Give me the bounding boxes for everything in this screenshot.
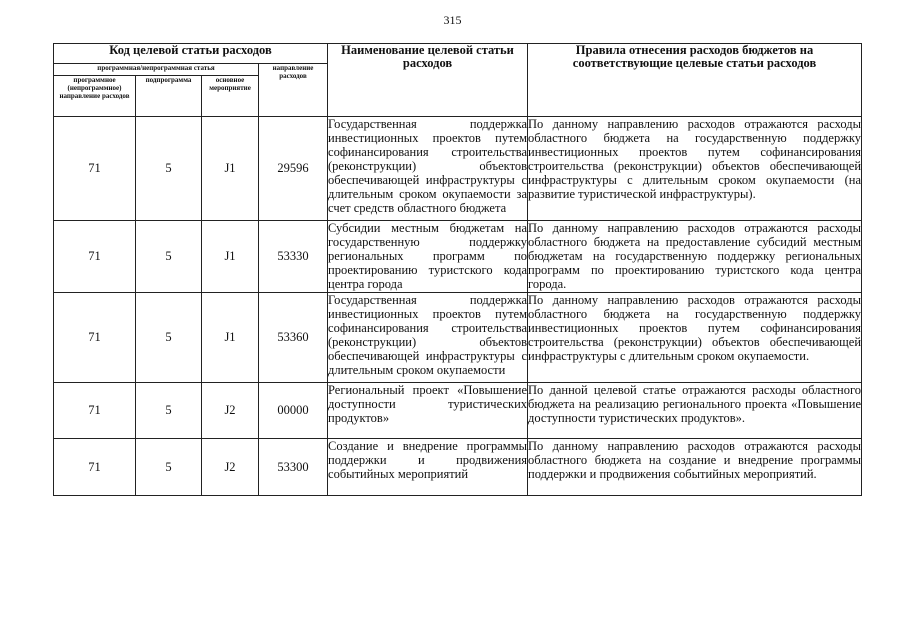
main-event-header: основное мероприятие (202, 76, 259, 117)
subprogram-code-cell: 5 (136, 439, 202, 496)
article-name-cell: Региональный проект «Повышение доступности туристических продуктов» (328, 383, 528, 439)
program-code-cell: 71 (54, 221, 136, 293)
direction-code-cell: 53300 (259, 439, 328, 496)
rules-column-header: Правила отнесения расходов бюджетов на соответствующие целевые статьи расходов (528, 44, 862, 117)
event-code-cell: J1 (202, 221, 259, 293)
table-row (54, 383, 862, 439)
event-code-cell: J2 (202, 439, 259, 496)
rule-text-cell: По данному направлению расходов отражаются расходы областного бюджета на государственную поддержку инвестиционных проектов путем софинансирования строительства (реконструкции) объектов обеспечивающей инфраструктуры с длительным сроком окупаемости. (528, 293, 862, 383)
rule-text-cell: По данной целевой статье отражаются расходы областного бюджета на реализацию регионального проекта «Повышение доступности туристических продуктов». (528, 383, 862, 439)
program-code-cell: 71 (54, 117, 136, 221)
name-column-header: Наименование целевой статьи расходов (328, 44, 528, 117)
article-name-cell: Создание и внедрение программы поддержки и продвижения событийных мероприятий (328, 439, 528, 496)
direction-code-cell: 29596 (259, 117, 328, 221)
event-code-cell: J1 (202, 293, 259, 383)
subprogram-code-cell: 5 (136, 117, 202, 221)
header-row-1 (54, 44, 862, 64)
rule-text-cell: По данному направлению расходов отражаются расходы областного бюджета на создание и внедрение программы поддержки и продвижения событийных мероприятий. (528, 439, 862, 496)
program-code-cell: 71 (54, 439, 136, 496)
subprogram-code-cell: 5 (136, 221, 202, 293)
rule-text-cell: По данному направлению расходов отражаются расходы областного бюджета на предоставление субсидий местным бюджетам на государственную поддержку региональных программ по проектированию туристского кода центра города. (528, 221, 862, 291)
code-group-header: Код целевой статьи расходов (54, 44, 328, 64)
program-direction-header: программное (непрограммное) направление расходов (54, 76, 136, 117)
program-code-cell: 71 (54, 293, 136, 383)
event-code-cell: J2 (202, 383, 259, 439)
rule-text-cell: По данному направлению расходов отражаются расходы областного бюджета на государственную поддержку инвестиционных проектов путем софинансирования строительства (реконструкции) объектов обеспечивающей инфраструктуры с длительным сроком окупаемости (на развитие туристической инфраструктуры). (528, 117, 862, 221)
budget-classification-table (53, 43, 862, 496)
subprogram-code-cell: 5 (136, 383, 202, 439)
table-row (54, 439, 862, 496)
article-name-cell: Государственная поддержка инвестиционных проектов путем софинансирования строительства (реконструкции) объектов обеспечивающей инфраструктуры с длительным сроком окупаемости (328, 293, 528, 383)
direction-code-cell: 00000 (259, 383, 328, 439)
table-row (54, 293, 862, 383)
page-number: 315 (443, 13, 462, 27)
direction-code-cell: 53330 (259, 221, 328, 293)
event-code-cell: J1 (202, 117, 259, 221)
table-row (54, 117, 862, 221)
direction-code-cell: 53360 (259, 293, 328, 383)
subprogram-code-cell: 5 (136, 293, 202, 383)
subprogram-header: подпрограмма (136, 76, 202, 117)
program-code-cell: 71 (54, 383, 136, 439)
table-row (54, 221, 862, 293)
article-name-cell: Субсидии местным бюджетам на государственную поддержку региональных программ по проектированию туристского кода центра города (328, 221, 528, 291)
program-group-header: программная/непрограммная статья (54, 64, 259, 76)
article-name-cell: Государственная поддержка инвестиционных проектов путем софинансирования строительства (реконструкции) объектов обеспечивающей инфраструктуры с длительным сроком окупаемости за счет средств областного бюджета (328, 117, 528, 221)
expense-direction-header: направление расходов (259, 64, 328, 117)
